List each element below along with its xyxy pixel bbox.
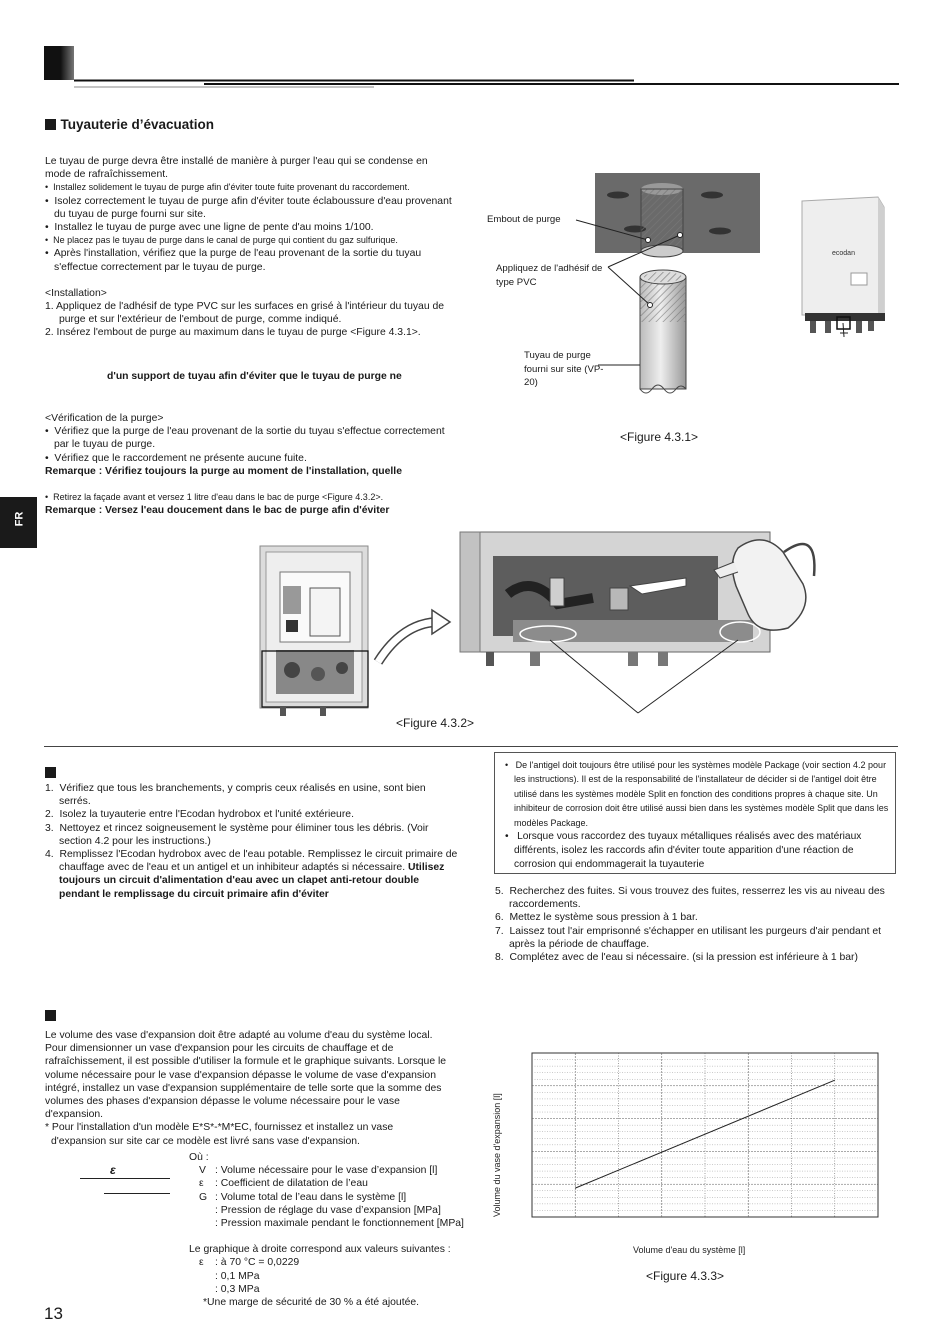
- heading-square: [45, 767, 56, 778]
- verify-bullet: • Vérifiez que le raccordement ne présente aucune fuite.: [45, 452, 307, 464]
- fill-step: 4. Remplissez l'Ecodan hydrobox avec de l'eau potable. Remplissez le circuit primaire de chauffage avec de l'eau et un antigel et un inhibiteur adaptés si nécessaire. Utilisez toujours un circuit d'alimentation d'eau avec un clapet anti-retour double pendant le remplissage du circuit primaire afin d'éviter: [45, 849, 458, 900]
- label-pvc-adhesive: Appliquez de l'adhésif de type PVC: [496, 263, 603, 288]
- formula-defs: [189, 1151, 489, 1309]
- fill-step: 7. Laissez tout l'air emprisonné s'échapper en utilisant les purgeurs d'air pendant et après la période de chauffage.: [495, 925, 882, 950]
- drain-bullet: • Isolez correctement le tuyau de purge afin d'éviter toute éclaboussure d'eau provenant du tuyau de purge fourni sur site.: [45, 195, 452, 220]
- chart-plot-area: [532, 1053, 878, 1217]
- drain-bullet: • Ne placez pas le tuyau de purge dans le canal de purge qui contient du gaz sulfurique.: [45, 235, 398, 246]
- chart-xlabel: Volume d'eau du système [l]: [633, 1245, 746, 1255]
- vessel-note: * Pour l'installation d'un modèle E*S*-*M*EC, fournissez et installez un vase d'expansion sur site car ce modèle est livré sans vase d'expansion.: [45, 1122, 394, 1147]
- label-drain-socket: Embout de purge: [487, 214, 561, 225]
- header-lines: [74, 76, 899, 92]
- support-note: d'un support de tuyau afin d'éviter que le tuyau de purge ne: [107, 371, 402, 382]
- note-bullet: • De l'antigel doit toujours être utilisé pour les systèmes modèle Package (voir section 4.2 pour les instructions). Il est de la responsabilité de l'installateur de décider si de l'antigel doit être utilisé dans les systèmes modèle Split en fonction des conditions propres à chaque site. Un inhibiteur de corrosion doit être utilisé aussi bien dans les systèmes modèle Split que dans les modèles Package.: [505, 760, 889, 828]
- label-field-pipe: Tuyau de purge fourni sur site (VP-20): [524, 350, 604, 388]
- drain-bullet: • Installez solidement le tuyau de purge afin d'éviter toute fuite provenant du raccordement.: [45, 182, 410, 193]
- formula-line: [80, 1178, 170, 1179]
- drain-section-title: Tuyauterie d’évacuation: [60, 117, 214, 132]
- fill-steps-right: [495, 885, 900, 964]
- fill-steps-left: [45, 782, 460, 901]
- fill-step: 1. Vérifiez que tous les branchements, y compris ceux réalisés en usine, sont bien serrés.: [45, 783, 426, 808]
- figure-432-drawing: [258, 528, 818, 718]
- section-divider: [44, 746, 898, 747]
- figure-432-caption: <Figure 4.3.2>: [396, 716, 475, 730]
- remark-1: Remarque : Vérifiez toujours la purge au moment de l'installation, quelle: [45, 465, 402, 477]
- note-box: [494, 752, 896, 874]
- install-step: 2. Insérez l'embout de purge au maximum dans le tuyau de purge <Figure 4.3.1>.: [45, 327, 421, 339]
- heading-square: [45, 1010, 56, 1021]
- unit-brand: ecodan: [832, 250, 855, 257]
- fill-step: 5. Recherchez des fuites. Si vous trouvez des fuites, resserrez les vis au niveau des raccordements.: [495, 886, 885, 911]
- drain-bullet: • Après l'installation, vérifiez que la purge de l'eau provenant de la sortie du tuyau s'effectue correctement par le tuyau de purge.: [45, 248, 422, 273]
- graph-intro: Le graphique à droite correspond aux valeurs suivantes :: [189, 1244, 451, 1256]
- fill-step: 6. Mettez le système sous pression à 1 bar.: [495, 912, 698, 924]
- vessel-section-heading: [45, 1008, 56, 1026]
- formula-epsilon: ε: [110, 1163, 116, 1177]
- def-row: : Pression de réglage du vase d’expansion [MPa]: [215, 1204, 441, 1216]
- figure-431-caption: <Figure 4.3.1>: [620, 430, 699, 444]
- verify-bullet: • Vérifiez que la purge de l'eau provenant de la sortie du tuyau s'effectue correctement par le tuyau de purge.: [45, 426, 445, 451]
- drain-section-heading: [45, 116, 214, 134]
- facade-bullet: • Retirez la façade avant et versez 1 litre d'eau dans le bac de purge <Figure 4.3.2>.: [45, 492, 384, 503]
- language-tab-label: FR: [13, 511, 26, 527]
- install-step: 1. Appliquez de l'adhésif de type PVC sur les surfaces en grisé à l'intérieur du tuyau de purge et sur l'extérieur de l'embout de purge, comme indiqué.: [45, 301, 445, 326]
- page-number: 13: [44, 1304, 63, 1323]
- drain-bullet: • Installez le tuyau de purge avec une ligne de pente d'au moins 1/100.: [45, 222, 374, 234]
- verify-title: <Vérification de la purge>: [45, 413, 164, 424]
- heading-square: [45, 119, 56, 130]
- header-square: [44, 46, 74, 80]
- value-row: : 0,1 MPa: [215, 1270, 260, 1282]
- verify-block: [45, 412, 455, 517]
- where-label: Où :: [189, 1152, 209, 1163]
- value-row: : 0,3 MPa: [215, 1283, 260, 1295]
- remark-2: Remarque : Versez l'eau doucement dans le bac de purge afin d'éviter: [45, 505, 390, 517]
- install-title: <Installation>: [45, 287, 107, 299]
- def-row: G : Volume total de l’eau dans le système [l]: [199, 1191, 407, 1203]
- value-row: ε : à 70 °C = 0,0229: [199, 1257, 300, 1269]
- note-bullet: • Lorsque vous raccordez des tuyaux métalliques réalisés avec des matériaux différents, isolez les raccords afin d'éviter toute apparition d'une réaction de corrosion qui endommagerait la tuyauterie: [505, 831, 862, 871]
- fill-section-heading: [45, 765, 56, 783]
- expansion-chart: [485, 1045, 900, 1260]
- formula-line: [104, 1193, 170, 1194]
- vessel-paragraph: Le volume des vase d'expansion doit être adapté au volume d'eau du système local. Pour dimensionner un vase d'expansion pour les circuits de chauffage et de rafraîchissement, il est possible d'utiliser la formule et le graphique suivants. Lorsque le volume nécessaire pour le vase d'expansion dépasse le volume de vase d'expansion intégré, installez un vase d'expansion supplémentaire de telle sorte que la somme des volumes des phases d'expansion dépasse le volume nécessaire pour le vase d'expansion.: [45, 1030, 447, 1121]
- fill-step: 2. Isolez la tuyauterie entre l'Ecodan hydrobox et l'unité extérieure.: [45, 809, 354, 821]
- def-row: V : Volume nécessaire pour le vase d’expansion [l]: [199, 1165, 438, 1177]
- figure-433-caption: <Figure 4.3.3>: [646, 1269, 725, 1283]
- chart-ylabel: Volume du vase d'expansion [l]: [492, 1093, 502, 1217]
- fill-step: 3. Nettoyez et rincez soigneusement le système pour éliminer tous les débris. (Voir section 4.2 pour les instructions.): [45, 822, 429, 847]
- margin-note: *Une marge de sécurité de 30 % a été ajoutée.: [203, 1297, 420, 1309]
- drain-text-block: [45, 155, 455, 340]
- drain-intro: Le tuyau de purge devra être installé de manière à purger l'eau qui se condense en mode de rafraîchissement.: [45, 156, 428, 181]
- def-row: : Pression maximale pendant le fonctionnement [MPa]: [215, 1218, 464, 1230]
- fill-step: 8. Complétez avec de l'eau si nécessaire. (si la pression est inférieure à 1 bar): [495, 952, 858, 964]
- vessel-text: [45, 1029, 450, 1148]
- def-row: ε : Coefficient de dilatation de l’eau: [199, 1178, 368, 1190]
